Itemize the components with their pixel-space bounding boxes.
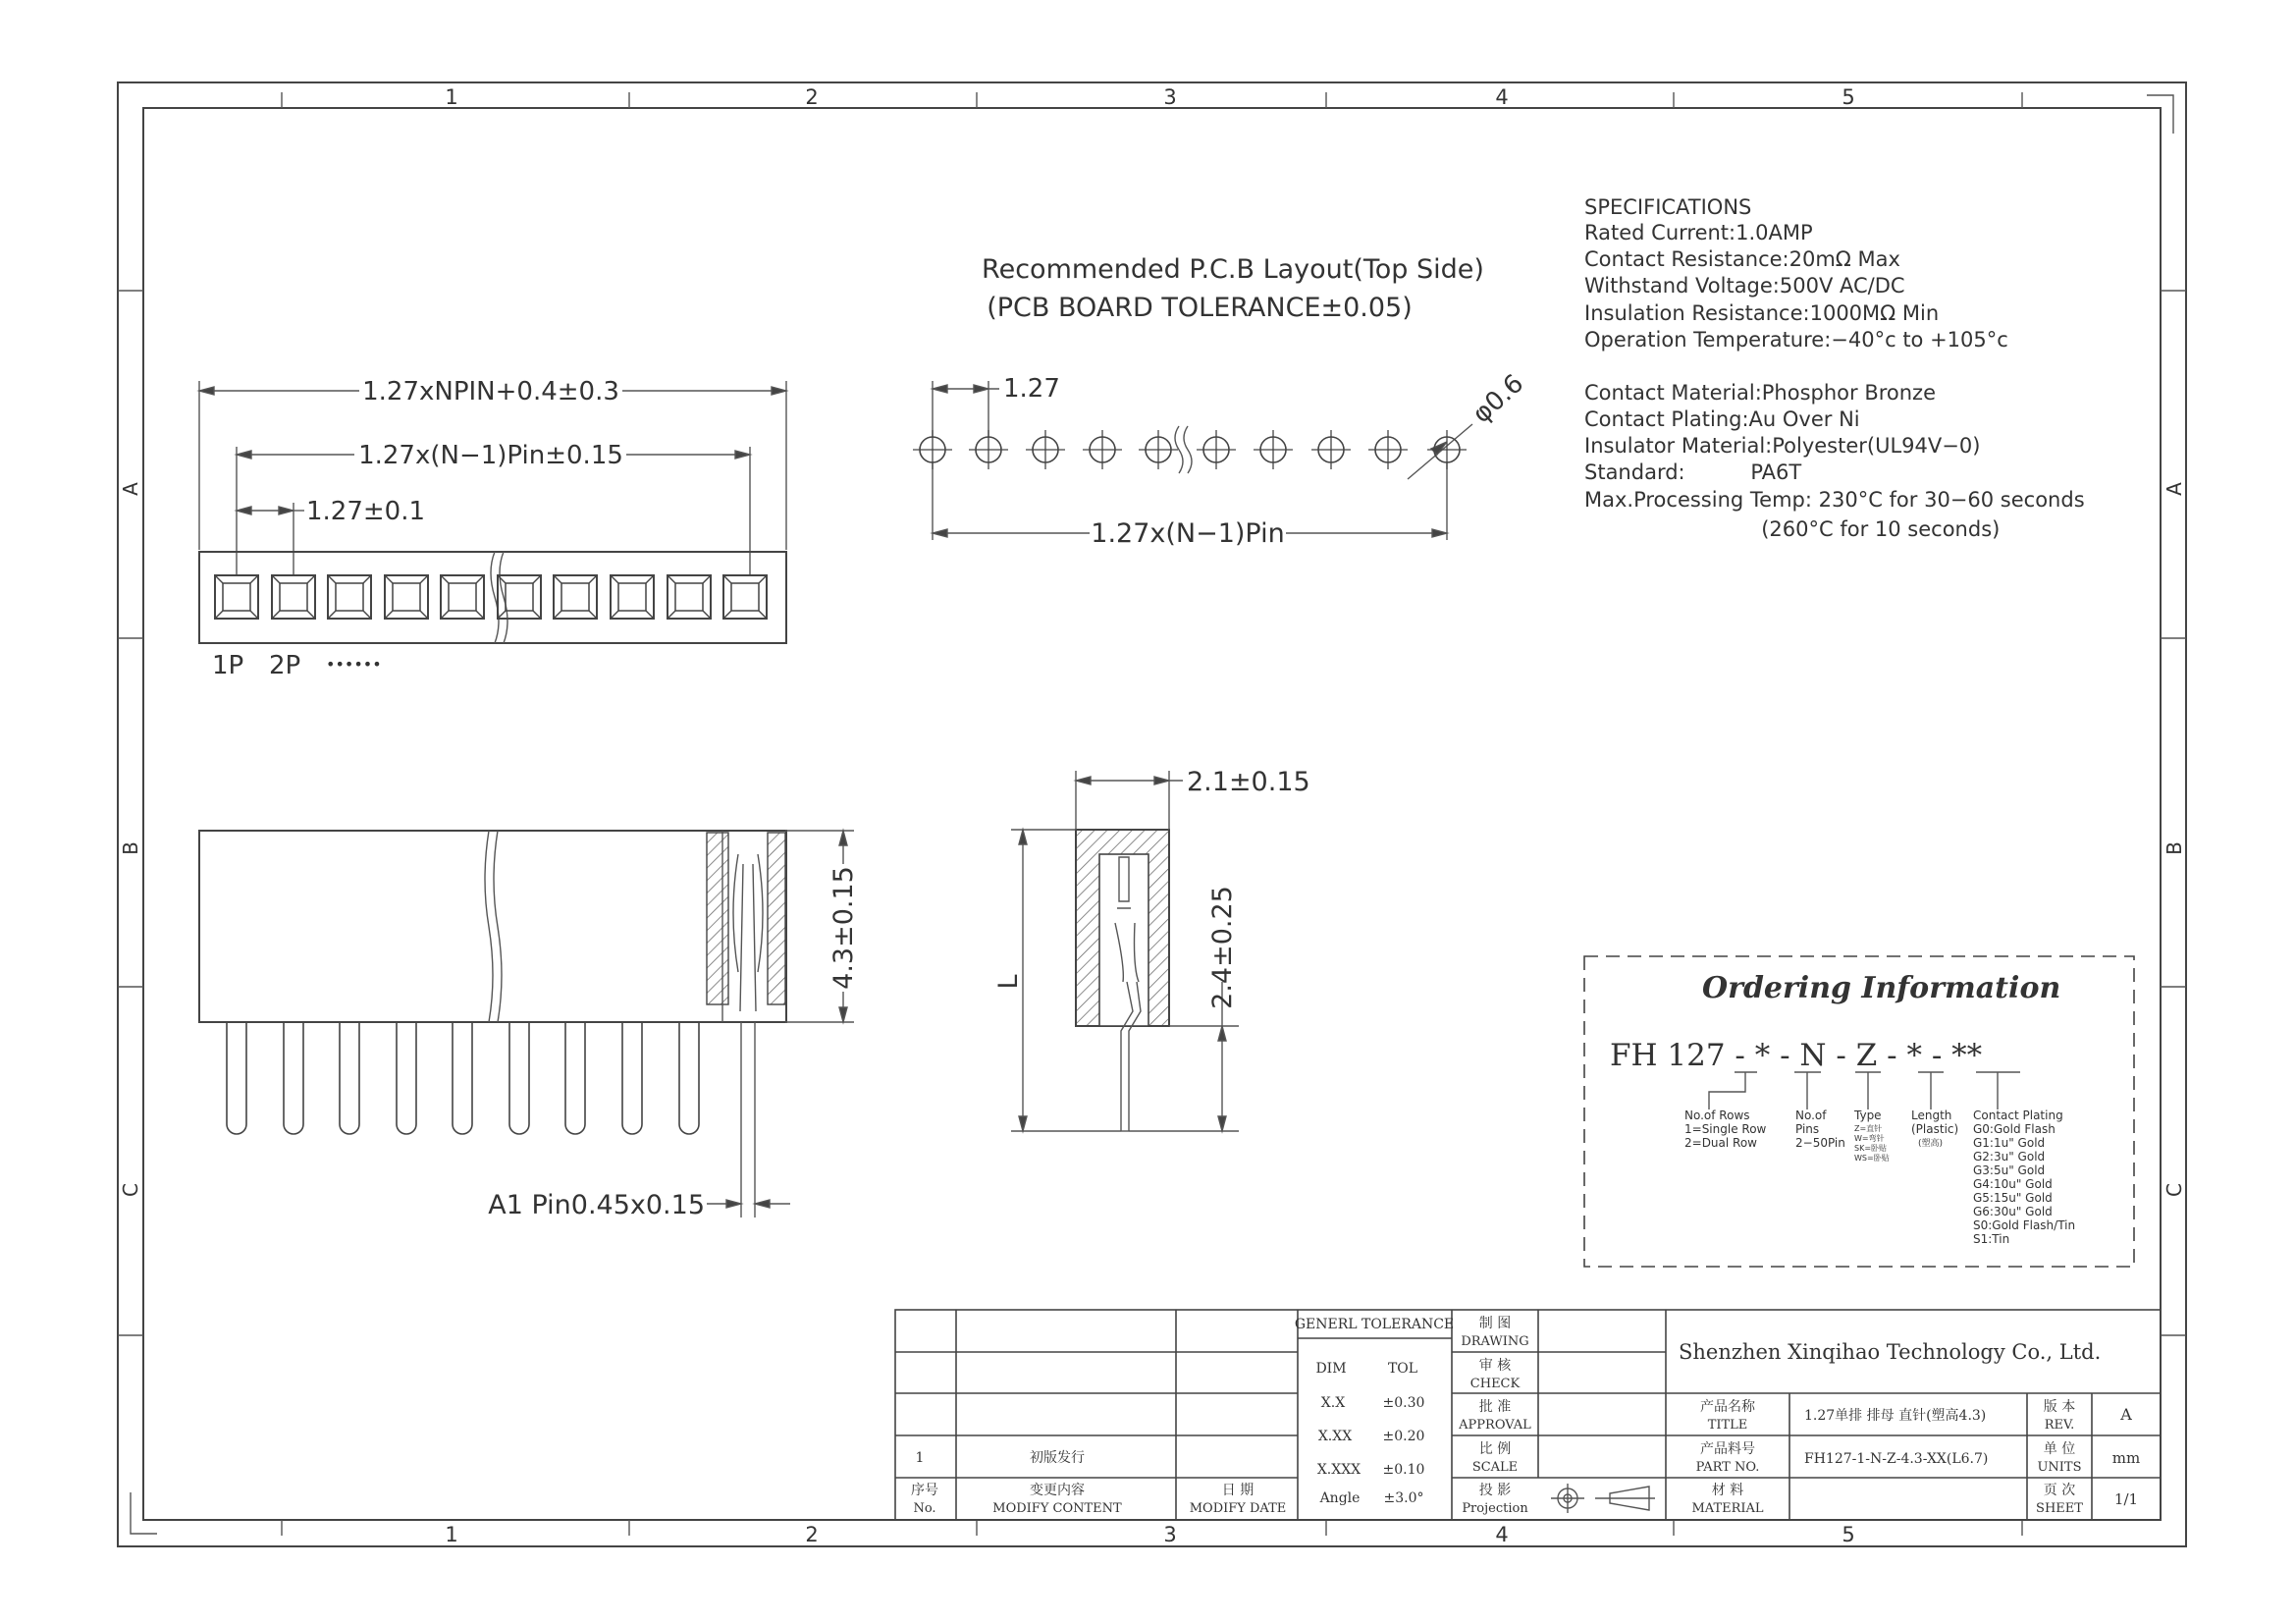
tolerance-tol: ±3.0° xyxy=(1383,1490,1424,1506)
pin-leg xyxy=(565,1022,585,1134)
label-ellipsis: •••••• xyxy=(326,655,382,674)
rev-en: REV. xyxy=(2044,1418,2075,1433)
material-line: Standard: PA6T xyxy=(1584,460,1802,484)
ord-pins: No.of xyxy=(1795,1109,1827,1122)
pin-leg xyxy=(284,1022,303,1134)
label-pin-1: 1P xyxy=(212,651,244,680)
pin-cell xyxy=(611,575,654,619)
ord-pins: 2−50Pin xyxy=(1795,1136,1845,1150)
ord-plating: G5:15u" Gold xyxy=(1973,1191,2053,1205)
zone-row-c-left: C xyxy=(119,1183,142,1197)
zone-col-4-bottom: 4 xyxy=(1495,1523,1509,1546)
units-cn: 单 位 xyxy=(2043,1441,2076,1457)
material-line: Insulator Material:Polyester(UL94V−0) xyxy=(1584,434,1981,458)
tolerance-tol: ±0.20 xyxy=(1382,1429,1425,1444)
title-en: TITLE xyxy=(1707,1418,1748,1433)
rev-cn: 版 本 xyxy=(2043,1399,2076,1415)
pin-cell xyxy=(385,575,428,619)
role-en: SCALE xyxy=(1471,1460,1519,1475)
sheet-en: SHEET xyxy=(2036,1501,2083,1516)
material-line: Contact Material:Phosphor Bronze xyxy=(1584,381,1937,405)
pcb-layout-view xyxy=(913,254,1529,549)
zone-col-3-top: 3 xyxy=(1163,85,1177,109)
dim-side-width: 2.1±0.15 xyxy=(1187,767,1310,797)
spec-line: Rated Current:1.0AMP xyxy=(1584,221,1813,244)
units-en: UNITS xyxy=(2037,1460,2082,1475)
specifications xyxy=(1584,195,2085,541)
tolerance-tol: ±0.30 xyxy=(1382,1395,1425,1411)
dim-pin-size: A1 Pin0.45x0.15 xyxy=(488,1190,705,1220)
material-line: Contact Plating:Au Over Ni xyxy=(1584,407,1860,431)
role-en: CHECK xyxy=(1469,1377,1521,1391)
pin-legs xyxy=(227,1022,699,1134)
ord-rows: 1=Single Row xyxy=(1684,1122,1767,1136)
tolerance-header: GENERL TOLERANCE xyxy=(1294,1317,1455,1332)
dim-overall-length: 1.27xNPIN+0.4±0.3 xyxy=(362,377,619,406)
material-line: Max.Processing Temp: 230°C for 30−60 seconds xyxy=(1584,488,2085,512)
ord-plating: G1:1u" Gold xyxy=(1973,1136,2046,1150)
pcb-hole xyxy=(1139,430,1178,469)
pin-cell xyxy=(215,575,258,619)
pin-leg xyxy=(340,1022,359,1134)
part-value: FH127-1-N-Z-4.3-XX(L6.7) xyxy=(1804,1451,1989,1467)
modify-cn: 变更内容 xyxy=(1030,1483,1085,1498)
ord-rows: 2=Dual Row xyxy=(1684,1136,1757,1150)
zone-col-5-bottom: 5 xyxy=(1842,1523,1855,1546)
pin-leg xyxy=(622,1022,642,1134)
no-cn: 序号 xyxy=(911,1483,938,1498)
company-name: Shenzhen Xinqihao Technology Co., Ltd. xyxy=(1679,1340,2102,1364)
pin-cell xyxy=(554,575,597,619)
dim-side-length: L xyxy=(993,974,1024,990)
date-cn: 日 期 xyxy=(1221,1483,1255,1498)
pin-cell xyxy=(328,575,371,619)
zone-row-b-left: B xyxy=(119,841,142,855)
role-en: APPROVAL xyxy=(1459,1418,1531,1433)
zone-col-5-top: 5 xyxy=(1842,85,1855,109)
zone-col-2-top: 2 xyxy=(805,85,819,109)
part-cn: 产品料号 xyxy=(1700,1441,1755,1457)
pin-leg xyxy=(397,1022,416,1134)
ord-type: W=弯针 xyxy=(1854,1134,1885,1143)
spec-line: Withstand Voltage:500V AC/DC xyxy=(1584,274,1905,298)
pcb-hole xyxy=(1083,430,1122,469)
ord-length: Length xyxy=(1911,1109,1952,1122)
ord-type: WS=卧贴 xyxy=(1854,1154,1890,1163)
pin-cell xyxy=(723,575,767,619)
role-cn: 比 例 xyxy=(1478,1441,1512,1457)
role-cn: 投 影 xyxy=(1478,1483,1512,1498)
dim-height: 4.3±0.15 xyxy=(828,866,859,990)
ord-pins: Pins xyxy=(1795,1122,1820,1136)
material-en: MATERIAL xyxy=(1691,1501,1764,1516)
ord-type: Type xyxy=(1854,1109,1882,1122)
title-value: 1.27单排 排母 直针(塑高4.3) xyxy=(1804,1408,1987,1424)
ord-length: (塑高) xyxy=(1918,1139,1944,1149)
ord-type: Z=直针 xyxy=(1854,1124,1883,1133)
part-en: PART NO. xyxy=(1695,1460,1760,1475)
zone-row-a-left: A xyxy=(119,482,142,496)
pcb-hole-label: φ0.6 xyxy=(1467,368,1530,430)
tolerance-tol: ±0.10 xyxy=(1382,1462,1425,1478)
role-cn: 审 核 xyxy=(1478,1358,1512,1374)
pcb-holes xyxy=(913,430,1467,469)
pcb-layout-title: Recommended P.C.B Layout(Top Side) xyxy=(982,254,1484,285)
pcb-span-label: 1.27x(N−1)Pin xyxy=(1091,518,1285,549)
rev-value: A xyxy=(2120,1405,2132,1424)
spec-heading: SPECIFICATIONS xyxy=(1584,195,1752,219)
role-cn: 批 准 xyxy=(1478,1399,1512,1415)
zone-col-2-bottom: 2 xyxy=(805,1523,819,1546)
pin-cell xyxy=(272,575,315,619)
ord-plating: G6:30u" Gold xyxy=(1973,1205,2053,1218)
ord-plating: S1:Tin xyxy=(1973,1232,2010,1246)
ordering-code: FH 127 - * - N - Z - * - ** xyxy=(1610,1038,1983,1073)
zone-row-c-right: C xyxy=(2163,1183,2186,1197)
modify-en: MODIFY CONTENT xyxy=(992,1501,1122,1516)
pin-cell xyxy=(667,575,711,619)
zone-col-3-bottom: 3 xyxy=(1163,1523,1177,1546)
sheet-cn: 页 次 xyxy=(2043,1483,2076,1498)
pcb-hole xyxy=(1197,430,1236,469)
dim-pitch: 1.27±0.1 xyxy=(306,497,426,526)
tolerance-tol-header: TOL xyxy=(1387,1361,1418,1377)
title-block xyxy=(895,1310,2161,1520)
sheet-value: 1/1 xyxy=(2113,1490,2139,1508)
pin-leg xyxy=(227,1022,246,1134)
pcb-hole xyxy=(1311,430,1351,469)
pcb-hole xyxy=(1254,430,1293,469)
role-en: Projection xyxy=(1462,1501,1528,1516)
ord-length: (Plastic) xyxy=(1911,1122,1959,1136)
pcb-hole xyxy=(1427,430,1467,469)
pcb-layout-subtitle: (PCB BOARD TOLERANCE±0.05) xyxy=(987,293,1413,323)
units-value: mm xyxy=(2111,1449,2141,1467)
front-view xyxy=(199,831,859,1220)
projection-symbol-icon xyxy=(1551,1484,1655,1513)
tolerance-dim: X.XXX xyxy=(1316,1462,1362,1478)
ordering-information xyxy=(1584,956,2134,1267)
spec-line: Contact Resistance:20mΩ Max xyxy=(1584,247,1900,271)
material-cn: 材 料 xyxy=(1711,1483,1744,1498)
ord-plating: G0:Gold Flash xyxy=(1973,1122,2056,1136)
top-view xyxy=(199,377,786,680)
title-cn: 产品名称 xyxy=(1700,1399,1755,1415)
no-en: No. xyxy=(913,1501,936,1516)
ord-plating: G4:10u" Gold xyxy=(1973,1177,2053,1191)
pcb-hole xyxy=(913,430,952,469)
role-en: DRAWING xyxy=(1461,1334,1529,1349)
label-pin-2: 2P xyxy=(269,651,301,680)
ord-plating: Contact Plating xyxy=(1973,1109,2063,1122)
spec-line: Insulation Resistance:1000MΩ Min xyxy=(1584,301,1940,325)
pcb-hole xyxy=(1368,430,1408,469)
revision-content: 初版发行 xyxy=(1030,1450,1085,1466)
zone-col-1-top: 1 xyxy=(445,85,458,109)
ord-plating: G2:3u" Gold xyxy=(1973,1150,2046,1163)
revision-no: 1 xyxy=(915,1450,925,1466)
dim-side-tail: 2.4±0.25 xyxy=(1207,886,1238,1009)
date-en: MODIFY DATE xyxy=(1189,1501,1287,1516)
pcb-pitch-label: 1.27 xyxy=(1003,374,1060,404)
pin-leg xyxy=(509,1022,529,1134)
pin-cell xyxy=(441,575,484,619)
tolerance-dim-header: DIM xyxy=(1315,1361,1347,1377)
zone-row-b-right: B xyxy=(2163,841,2186,855)
ordering-title: Ordering Information xyxy=(1702,971,2061,1005)
tolerance-dim: X.XX xyxy=(1317,1429,1353,1444)
role-cn: 制 图 xyxy=(1478,1316,1512,1331)
ord-type: SK=卧贴 xyxy=(1854,1144,1888,1153)
tolerance-dim: X.X xyxy=(1320,1395,1346,1411)
ord-plating: S0:Gold Flash/Tin xyxy=(1973,1218,2076,1232)
pin-leg xyxy=(679,1022,699,1134)
zone-col-1-bottom: 1 xyxy=(445,1523,458,1546)
ord-rows: No.of Rows xyxy=(1684,1109,1750,1122)
spec-line: Operation Temperature:−40°c to +105°c xyxy=(1584,328,2008,352)
dim-pin-span: 1.27x(N−1)Pin±0.15 xyxy=(358,441,623,470)
pcb-hole xyxy=(969,430,1008,469)
ord-plating: G3:5u" Gold xyxy=(1973,1163,2046,1177)
material-line: (260°C for 10 seconds) xyxy=(1584,517,2001,541)
pin-leg xyxy=(453,1022,472,1134)
tolerance-dim: Angle xyxy=(1319,1490,1361,1506)
side-view xyxy=(993,767,1310,1131)
zone-row-a-right: A xyxy=(2163,482,2186,496)
pcb-hole xyxy=(1026,430,1065,469)
zone-col-4-top: 4 xyxy=(1495,85,1509,109)
